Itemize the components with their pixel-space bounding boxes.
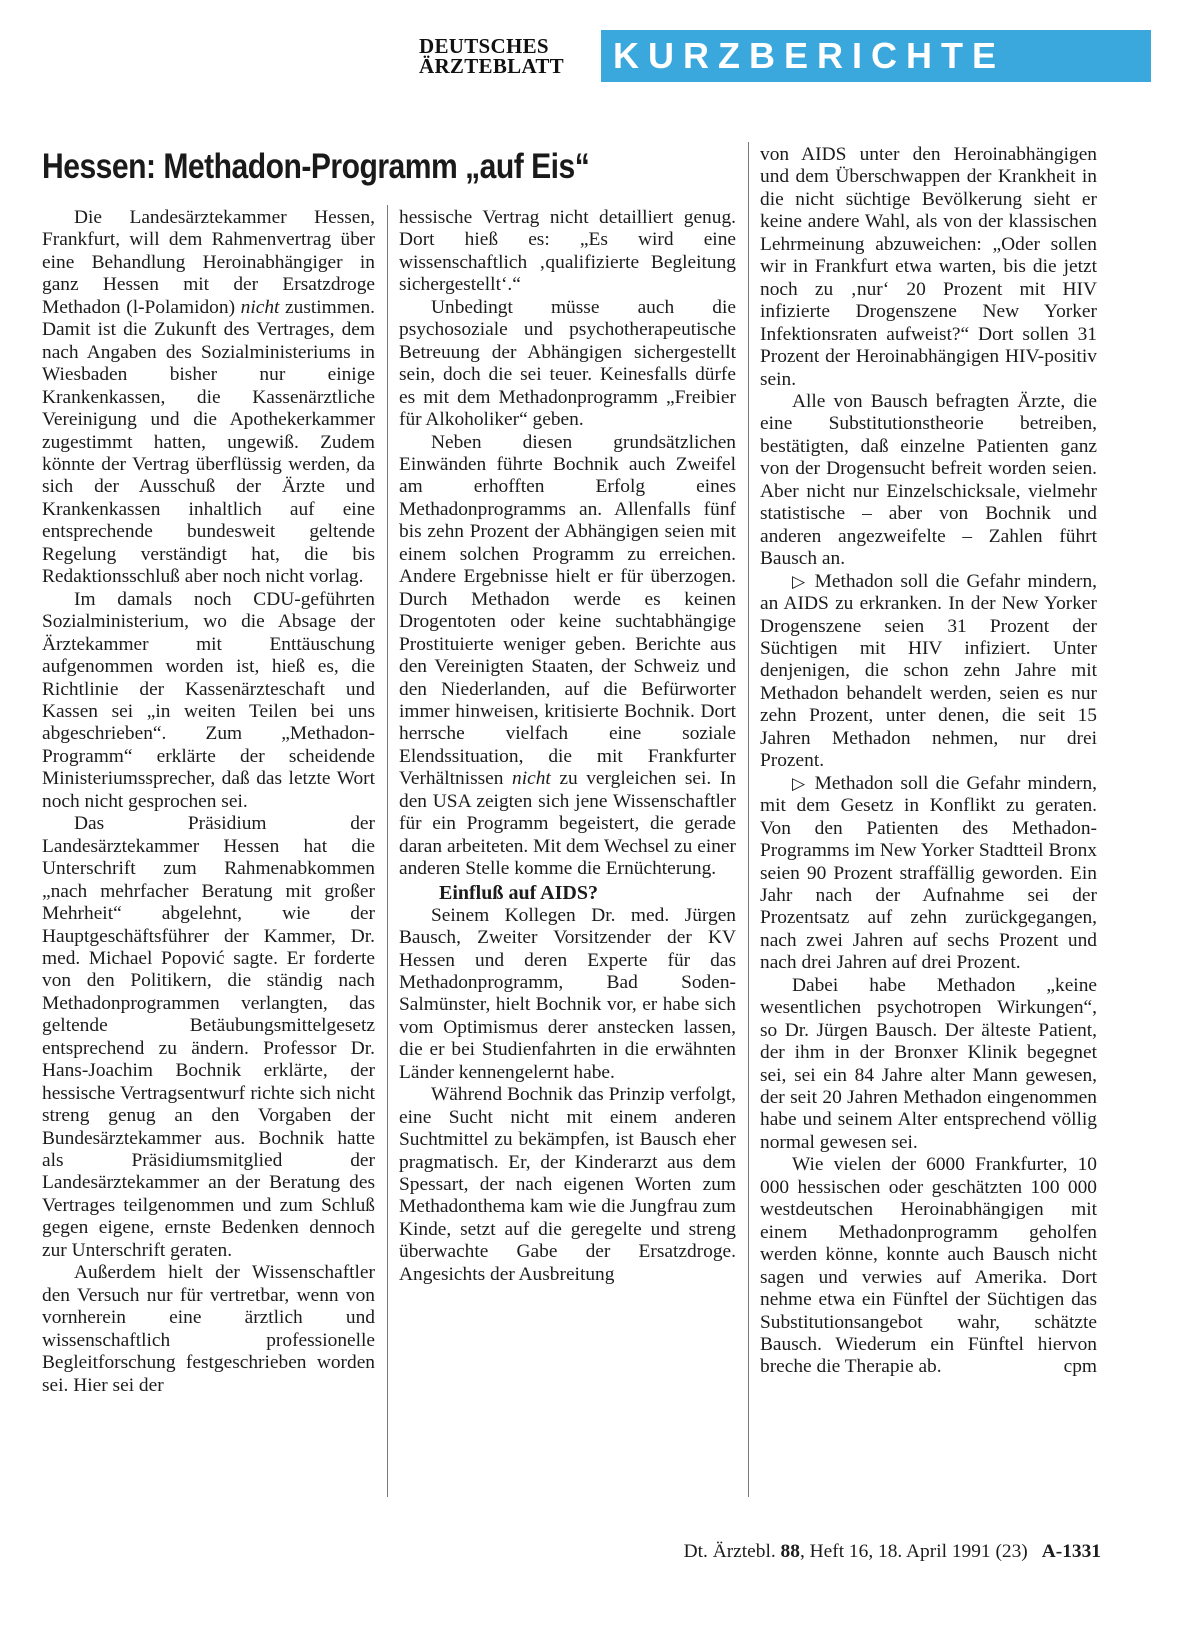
paragraph: Außerdem hielt der Wissenschaftler den Versuch nur für vertretbar, wenn von vornherein eine ärztlich und wissenschaftlich professionelle Begleitforschung festgeschrieben worden sei. Hier sei der (42, 1262, 375, 1396)
column-divider-2 (748, 142, 749, 1497)
author-initials: cpm (1063, 1356, 1097, 1378)
paragraph: Das Präsidium der Landesärztekammer Hessen hat die Unterschrift zum Rahmenabkommen „nach mehrfacher Beratung mit großer Mehrheit“ abgelehnt, wie der Hauptgeschäftsführer der Kammer, Dr. med. Michael Popović sagte. Er forderte von den Politikern, die ständig nach Methadonprogrammen verlangten, das geltende Betäubungsmittelgesetz entsprechend zu ändern. Professor Dr. Hans-Joachim Bochnik erklärte, der hessische Vertragsentwurf richte sich nicht streng genug an den Vorgaben der Bundesärztekammer aus. Bochnik hatte als Präsidiumsmitglied der Landesärztekammer an der Beratung des Vertrages teilgenommen und zum Schluß gegen eigene, ernste Bedenken dennoch zur Unterschrift geraten. (42, 813, 375, 1261)
article-subhead: Einfluß auf AIDS? (439, 881, 598, 904)
paragraph: Die Landesärztekammer Hessen, Frankfurt, will dem Rahmenvertrag über eine Behandlung Heroinabhängiger in ganz Hessen mit der Ersatzdroge Methadon (l-Polamidon) nicht zustimmen. Damit ist die Zukunft des Vertrages, dem nach Angaben des Sozialministeriums in Wiesbaden bisher nur einige Krankenkassen, die Kassenärztliche Vereinigung und die Apothekerkammer zugestimmt hatten, ungewiß. Zudem könnte der Vertrag überflüssig werden, da sich der Ausschuß der Ärzte und Krankenkassen inhaltlich auf eine entsprechende bundesweit geltende Regelung verständigt hat, die bis Redaktionsschluß aber noch nicht vorlag. (42, 207, 375, 588)
paragraph: Unbedingt müsse auch die psychosoziale und psychotherapeutische Betreuung der Abhängigen sichergestellt sein, doch die sei teuer. Keinesfalls dürfe es mit dem Methadonprogramm „Freibier für Alkoholiker“ geben. (399, 296, 736, 431)
journal-logo (419, 36, 594, 76)
paragraph: Im damals noch CDU-geführten Sozialministerium, wo die Absage der Ärztekammer mit Enttäuschung aufgenommen worden ist, hieß es, die Richtlinie der Kassenärzteschaft und Kassen sei „in weiten Teilen bei uns abgeschrieben“. Zum „Methadon-Programm“ erklärte der scheidende Ministeriumssprecher, daß das letzte Wort noch nicht gesprochen sei. (42, 588, 375, 812)
column-2 (399, 207, 736, 1286)
citation-suffix: , Heft 16, 18. April 1991 (23) (799, 1541, 1028, 1562)
triangle-bullet-icon: ▷ (792, 571, 808, 592)
paragraph: Neben diesen grundsätzlichen Einwänden führte Bochnik auch Zweifel am erhofften Erfolg eines Methadonprogramms an. Allenfalls fünf bis zehn Prozent der Abhängigen seien mit einem solchen Programm zu erreichen. Andere Ergebnisse hielt er für überzogen. Durch Methadon werde es keinen Drogentoten oder keine suchtabhängige Prostituierte weniger geben. Berichte aus den Vereinigten Staaten, der Schweiz und den Niederlanden, auf die Befürworter immer hinweisen, kritisierte Bochnik. Dort herrsche vielfach eine soziale Elendssituation, die mit Frankfurter Verhältnissen nicht zu vergleichen sei. In den USA zeigten sich jene Wissenschaftler für ein Programm begeistert, die gerade daran arbeiteten. Mit dem Wechsel zu einer anderen Stelle komme die Ernüchterung. (399, 431, 736, 880)
column-divider-1 (387, 205, 388, 1497)
paragraph-continued: hessische Vertrag nicht detailliert genug. Dort hieß es: „Es wird eine wissenschaftlich ‚qualifizierte Begleitung sichergestellt‘.“ (399, 207, 736, 296)
bullet-paragraph: ▷ Methadon soll die Gefahr mindern, mit dem Gesetz in Konflikt zu geraten. Von den Patienten des Methadon-Programms im New Yorker Stadtteil Bronx seien 90 Prozent straffällig geworden. Ein Jahr nach der Aufnahme sei der Prozentsatz auf zehn zurückgegangen, nach zwei Jahren auf sechs Prozent und nach drei Jahren auf drei Prozent. (760, 772, 1097, 974)
section-banner: KURZBERICHTE (601, 30, 1151, 82)
logo-line-1: DEUTSCHES (419, 34, 549, 58)
paragraph: Seinem Kollegen Dr. med. Jürgen Bausch, Zweiter Vorsitzender der KV Hessen und deren Experte für das Methadonprogramm, Bad Soden-Salmünster, hielt Bochnik vor, er habe sich vom Optimismus derer anstecken lassen, die er bei Studienfahrten in die erwähnten Länder kennengelernt habe. (399, 904, 736, 1083)
paragraph: Alle von Bausch befragten Ärzte, die eine Substitutionstheorie betreiben, bestätigten, daß einzelne Patienten ganz von der Drogensucht befreit worden seien. Aber nicht nur Einzelschicksale, vielmehr statistische – aber von Bochnik und anderen angezweifelte – Zahlen führt Bausch an. (760, 390, 1097, 570)
emphasis: nicht (512, 768, 551, 790)
paragraph: Dabei habe Methadon „keine wesentlichen psychotropen Wirkungen“, so Dr. Jürgen Bausch. Der älteste Patient, der ihm in der Bronxer Klinik begegnet sei, sei ein 84 Jahre alter Mann gewesen, der seit 20 Jahren Methadon eingenommen habe und seinem Alter entsprechend völlig normal gewesen sei. (760, 974, 1097, 1153)
emphasis: nicht (240, 296, 280, 318)
column-1 (42, 207, 375, 1397)
masthead (419, 30, 1151, 82)
page-number: A-1331 (1041, 1541, 1101, 1562)
triangle-bullet-icon: ▷ (792, 773, 808, 794)
citation-prefix: Dt. Ärztebl. (683, 1541, 781, 1562)
paragraph: Wie vielen der 6000 Frankfurter, 10 000 hessischen oder geschätzten 100 000 westdeutschen Heroinabhängigen mit einem Methadonprogramm geholfen werden könne, konnte auch Bausch nicht sagen und verwies auf Amerika. Dort nehme etwa ein Fünftel der Süchtigen das Substitutionsangebot wahr, schätzte Bausch. Wiederum ein Fünftel hiervon breche die Therapie ab. cpm (760, 1154, 1097, 1378)
citation-volume: 88 (780, 1541, 800, 1562)
paragraph: Während Bochnik das Prinzip verfolgt, eine Sucht nicht mit einem anderen Suchtmittel zu bekämpfen, ist Bausch eher pragmatisch. Er, der Kinderarzt aus dem Spessart, der nach eigenen Worten zum Methadonthema kam wie die Jungfrau zum Kinde, setzt auf die geregelte und streng überwachte Gabe der Ersatzdroge. Angesichts der Ausbreitung (399, 1084, 736, 1285)
article-headline: Hessen: Methadon-Programm „auf Eis“ (42, 147, 590, 186)
column-3 (760, 144, 1097, 1379)
bullet-paragraph: ▷ Methadon soll die Gefahr mindern, an AIDS zu erkranken. In der New Yorker Drogenszene seien 31 Prozent der Süchtigen mit HIV infiziert. Unter denjenigen, die schon zehn Jahre mit Methadon behandelt werden, seien es nur zehn Prozent, unter denen, die seit 15 Jahren Methadon nehmen, nur drei Prozent. (760, 570, 1097, 772)
logo-line-2: ÄRZTEBLATT (419, 54, 564, 78)
paragraph-continued: von AIDS unter den Heroinabhängigen und dem Überschwappen der Krankheit in die nicht süchtige Bevölkerung sieht er keine andere Wahl, als von der klassischen Lehrmeinung abzuweichen: „Oder sollen wir in Frankfurt etwa warten, bis die jetzt noch zu ‚nur‘ 20 Prozent mit HIV infizierte Drogenszene New Yorker Infektionsraten aufweist?“ Dort sollen 31 Prozent der Heroinabhängigen HIV-positiv sein. (760, 144, 1097, 390)
page-footer (620, 1540, 1101, 1564)
